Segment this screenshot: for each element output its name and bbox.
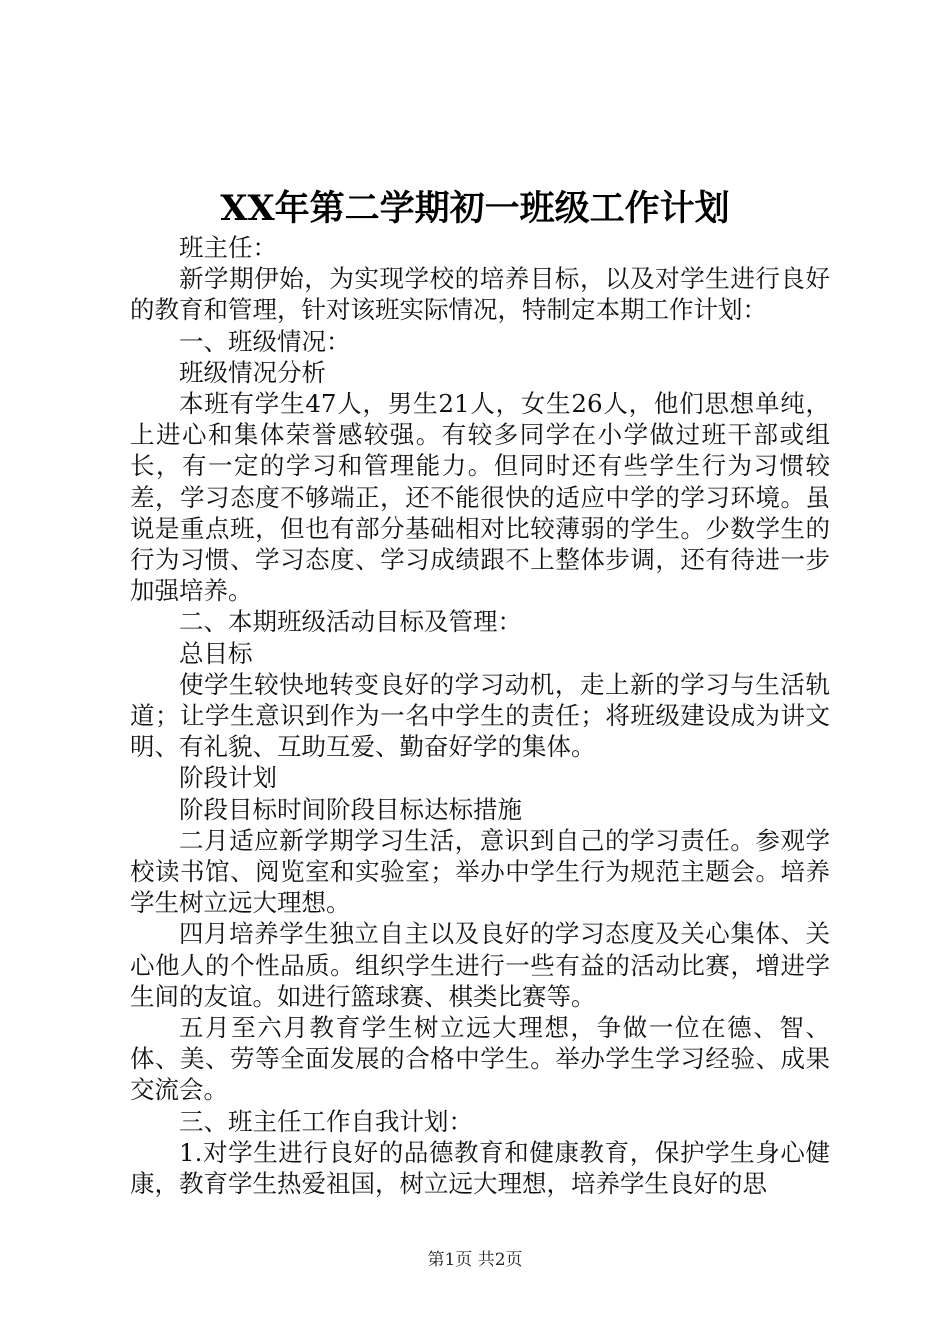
- paragraph-overall-goal: 使学生较快地转变良好的学习动机，走上新的学习与生活轨道；让学生意识到作为一名中学生的责任；将班级建设成为讲文明、有礼貌、互助互爱、勤奋好学的集体。: [130, 669, 830, 762]
- subheading-overall-goal: 总目标: [179, 638, 253, 668]
- heading-class-situation: 一、班级情况：: [179, 326, 351, 356]
- paragraph-intro: 新学期伊始，为实现学校的培养目标，以及对学生进行良好的教育和管理，针对该班实际情况，特制定本期工作计划：: [130, 264, 830, 325]
- subheading-stage-plan: 阶段计划: [179, 763, 277, 793]
- document-body: [130, 232, 830, 1199]
- paragraph-february: 二月适应新学期学习生活，意识到自己的学习责任。参观学校读书馆、阅览室和实验室；举办中学生行为规范主题会。培养学生树立远大理想。: [130, 825, 830, 918]
- paragraph-april: 四月培养学生独立自主以及良好的学习态度及关心集体、关心他人的个性品质。组织学生进行一些有益的活动比赛，增进学生间的友谊。如进行篮球赛、棋类比赛等。: [130, 919, 830, 1011]
- paragraph-stage-header: 阶段目标时间阶段目标达标措施: [179, 794, 522, 824]
- paragraph-homeroom-teacher: 班主任：: [179, 233, 277, 262]
- heading-activity-goals: 二、本期班级活动目标及管理：: [179, 607, 522, 637]
- paragraph-item-1: 1.对学生进行良好的品德教育和健康教育，保护学生身心健康，教育学生热爱祖国，树立远大理想，培养学生良好的思: [130, 1137, 830, 1199]
- paragraph-class-analysis: 本班有学生47人，男生21人，女生26人，他们思想单纯，上进心和集体荣誉感较强。有较多同学在小学做过班干部或组长，有一定的学习和管理能力。但同时还有些学生行为习惯较差，学习态度不够端正，还不能很快的适应中学的学习环境。虽说是重点班，但也有部分基础相对比较薄弱的学生。少数学生的行为习惯、学习态度、学习成绩跟不上整体步调，还有待进一步加强培养。: [130, 389, 830, 606]
- paragraph-may-june: 五月至六月教育学生树立远大理想，争做一位在德、智、体、美、劳等全面发展的合格中学生。举办学生学习经验、成果交流会。: [130, 1013, 830, 1105]
- page-footer: 第1页 共2页: [427, 1250, 523, 1270]
- subheading-class-analysis: 班级情况分析: [179, 357, 326, 387]
- heading-self-plan: 三、班主任工作自我计划：: [179, 1106, 473, 1136]
- document-title: XX年第二学期初一班级工作计划: [220, 188, 730, 229]
